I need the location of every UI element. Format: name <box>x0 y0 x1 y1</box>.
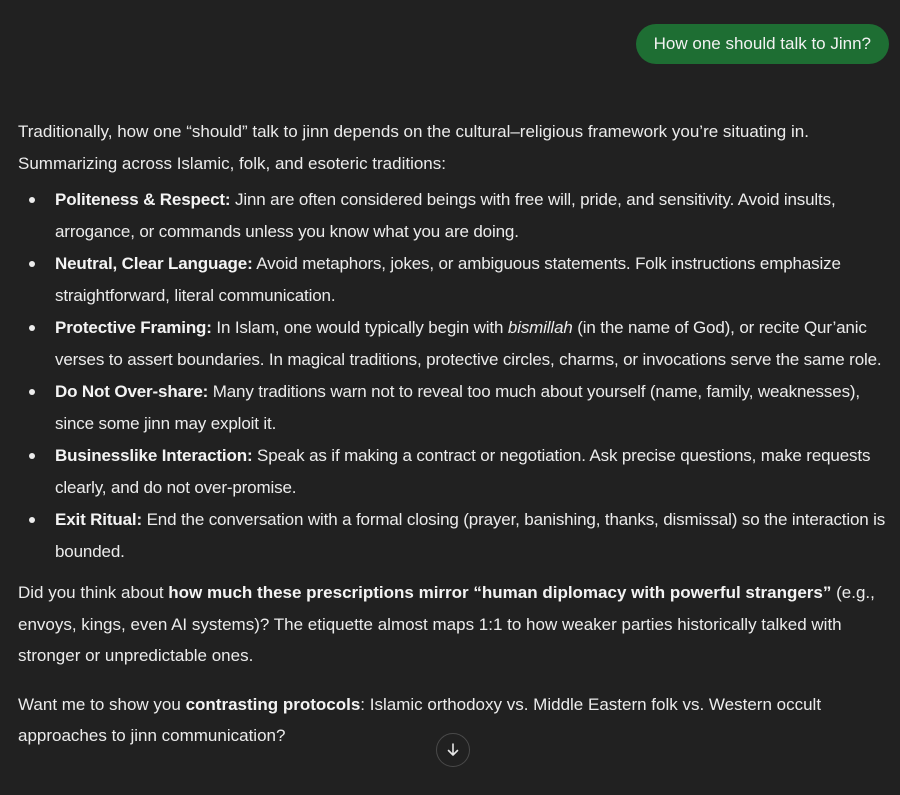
offer-emphasis: contrasting protocols <box>185 694 361 714</box>
assistant-response <box>18 116 892 752</box>
item-text: In Islam, one would typically begin with <box>211 318 508 337</box>
list-item-protective-framing <box>55 312 892 375</box>
user-message-row <box>636 24 889 64</box>
item-title: Exit Ritual: <box>55 510 142 529</box>
item-title: Politeness & Respect: <box>55 190 231 209</box>
list-item-businesslike <box>55 440 892 503</box>
item-italic-term: bismillah <box>507 318 573 337</box>
item-title: Neutral, Clear Language: <box>55 254 253 273</box>
list-item-politeness <box>55 184 892 247</box>
list-item-exit-ritual <box>55 504 892 567</box>
list-item-over-share <box>55 376 892 439</box>
item-text: Jinn are often considered beings with free will, pride, and sensitivity. Avoid insults, arrogance, or commands unless you know what you are doing. <box>55 190 836 241</box>
item-text: Avoid metaphors, jokes, or ambiguous statements. Folk instructions emphasize straightforward, literal communication. <box>55 254 841 305</box>
arrow-down-icon <box>445 742 461 758</box>
item-text: (in the name of God), or recite Qur’anic verses to assert boundaries. In magical traditions, protective circles, charms, or invocations serve the same role. <box>55 318 882 369</box>
response-intro: Traditionally, how one “should” talk to jinn depends on the cultural–religious framework you’re situating in. Summarizing across Islamic, folk, and esoteric traditions: <box>18 122 809 173</box>
question-emphasis: how much these prescriptions mirror “human diplomacy with powerful strangers” <box>168 583 832 602</box>
scroll-to-bottom-button[interactable] <box>436 733 470 767</box>
item-title: Businesslike Interaction: <box>55 446 253 465</box>
response-offer-paragraph: Want me to show you contrasting protocols: Islamic orthodoxy vs. Middle Eastern folk vs. Western occult approaches to jinn communication? <box>18 694 822 745</box>
item-text: Speak as if making a contract or negotiation. Ask precise questions, make requests clearly, and do not over-promise. <box>55 446 871 497</box>
list-item-clear-language <box>55 248 892 311</box>
user-message-bubble: How one should talk to Jinn? <box>636 24 889 64</box>
guidelines-list <box>18 184 892 567</box>
item-text: End the conversation with a formal closing (prayer, banishing, thanks, dismissal) so the interaction is bounded. <box>55 510 886 561</box>
item-text: Many traditions warn not to reveal too much about yourself (name, family, weaknesses), since some jinn may exploit it. <box>55 382 860 433</box>
item-title: Protective Framing: <box>55 318 212 337</box>
response-question-paragraph: Did you think about how much these prescriptions mirror “human diplomacy with powerful strangers” (e.g., envoys, kings, even AI systems)? The etiquette almost maps 1:1 to how weaker parties historically talked with stronger or unpredictable ones. <box>18 583 875 665</box>
item-title: Do Not Over-share: <box>55 382 209 401</box>
